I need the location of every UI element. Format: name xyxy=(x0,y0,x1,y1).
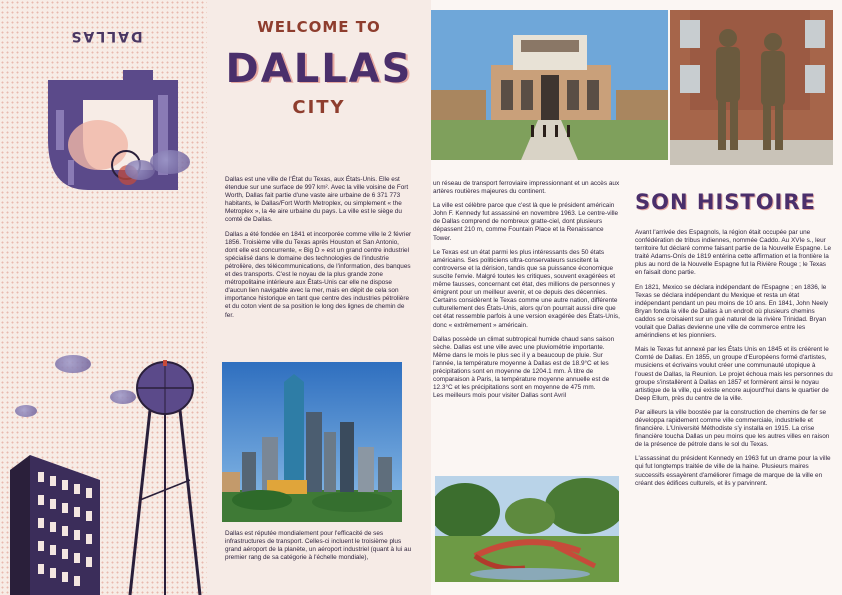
paragraph: Mais le Texas fut annexé par les États Unis en 1845 et ils créèrent le Comté de Dallas. En 1855, un groupe d'Européens formé d'artistes, musiciens et écrivains voulut créer une communauté utopique à l'ouest de Dallas, la Reunion. Le projet échoua mais les personnes du groupe s'installèrent à Dallas en 1857 et formèrent ainsi le noyau artistique de la ville, qui existe encore aujourd'hui dans le quartier de Deep Ellum, près du centre de la ville. xyxy=(635,346,833,402)
paragraph: Dallas est une ville de l'État du Texas, aux États-Unis. Elle est étendue sur une surface de 997 km². Avec la ville voisine de Fort Worth, Dallas fait partie d'une vaste aire urbaine de 6 371 773 habitants, le Dallas/Fort Worth Metroplex, ou simplement « the Metroplex », la 4e aire urbaine du pays. La ville est le siège du comté de Dallas. xyxy=(225,176,409,224)
middle-panel xyxy=(207,0,431,595)
paragraph: La ville est célèbre parce que c'est là que le président américain John F. Kennedy fut assassiné en novembre 1963. Le centre-ville de Dallas comprend de nombreux gratte-ciel, dont plusieurs dépassent 210 m, comme Fountain Place et la Renaissance Tower. xyxy=(433,202,619,242)
skyline-photo xyxy=(222,362,402,522)
paragraph: Les meilleurs mois pour visiter Dallas sont Avril xyxy=(433,392,567,400)
city-title: DALLAS xyxy=(225,46,413,92)
paragraph: Le Texas est un état parmi les plus intéressants des 50 états américains. Ses politiciens ultra-conservateurs suscitent la controverse et la dérision, tandis que sa puissance économique suscite l'envie. Malgré toutes les critiques, souvent exagérées et même fausses, concernant cet état, des millions de personnes y émigrent pour un meilleur avenir, et ce depuis des décennies. Certains considèrent le Texas comme une autre nation, différente culturellement des États-Unis, alors qu'on pourrait aussi dire que cet état ressemble parfois à une version exagérée des États-Unis, donc « extrêmement » américain. xyxy=(433,248,620,329)
paragraph: Dallas possède un climat subtropical humide chaud sans saison sèche. Dallas est une ville avec une pluviométrie importante. Même dans le mois le plus sec il y a beaucoup de pluie. Sur l'année, la température moyenne à Dallas est de 18.9°C et les précipitations sont en moyenne de 1204.1 mm. À titre de comparaison à Paris, la température moyenne annuelle est de 12.3°C et les précipitations sont en moyenne de 475 mm. xyxy=(433,335,615,392)
paragraph: un réseau de transport ferroviaire impressionnant et un accès aux artères routières majeures du continent. xyxy=(433,180,620,196)
paragraph: Avant l'arrivée des Espagnols, la région était occupée par une confédération de tribus indiennes, nommée Caddo. Au XVIe s., leur territoire fut déclaré comme faisant partie de la Nouvelle Espagne. Le traité Adams-Onís de 1819 entérina cette affirmation et la frontière la plus au nord de la Nouvelle Espagne fut la Rivière Rouge ; le Texas en faisait donc partie. xyxy=(635,229,832,277)
history-text-column xyxy=(635,229,833,494)
transport-text-column xyxy=(225,530,413,568)
welcome-heading: WELCOME TO xyxy=(257,18,381,36)
big-letter-d-collage xyxy=(28,70,178,200)
texas-text-column xyxy=(433,180,623,406)
presidents-statues-photo xyxy=(670,10,833,165)
cloud-decoration xyxy=(125,160,155,180)
paragraph: L'assassinat du président Kennedy en 1963 fut un drame pour la ville qui fut longtemps traitée de ville de la haine. Plusieurs maires successifs essayèrent d'améliorer l'image de marque de la ville en créant des édifices culturels, et ils y parvinrent. xyxy=(635,455,831,487)
right-panel xyxy=(431,0,842,595)
paragraph: Dallas a été fondée en 1841 et incorporée comme ville le 2 février 1856. Troisième ville du Texas après Houston et San Antonio, dont elle est concurrente, « Big D » est un grand centre industriel spécialisé dans le domaine des technologies de l'industrie pétrolière, des télécommunications, de l'information, des banques et des transports. C'est le noyau de la plus grande zone métropolitaine intérieure aux États-Unis car elle ne dispose d'aucun lien navigable avec la mer, mais en dépit de cela son importance historique en tant que centre des industries pétrolière et du coton vient de sa position le long des lignes de chemin de fer. xyxy=(225,230,412,319)
history-title: SON HISTOIRE xyxy=(635,190,816,214)
park-sculpture-photo xyxy=(435,476,619,582)
cloud-decoration xyxy=(150,150,190,174)
paragraph: Dallas est réputée mondialement pour l'efficacité de ses infrastructures de transport. Celles-ci incluent le troisième plus grand aéroport de la planète, un aéroport industriel (quant à lui au premier rang de sa catégorie à l'échelle mondiale), xyxy=(225,530,412,562)
paragraph: En 1821, Mexico se déclara indépendant de l'Espagne ; en 1836, le Texas se déclara indépendant du Mexique et resta un état indépendant pendant un peu moins de 10 ans. En 1841, John Neely Bryan fonda la ville de Dallas à un endroit où plusieurs chemins caddos se croisaient sur un gué naturel de la rivière Trinidad. Bryan voulait que Dallas devienne une ville de commerce entre les amérindiens et les pionniers. xyxy=(635,283,828,340)
left-collage-panel xyxy=(0,0,207,595)
intro-text-column xyxy=(225,176,413,326)
paragraph: Par ailleurs la ville boostée par la construction de chemins de fer se développa rapidement comme ville commerciale, industrielle et financière. L'Université Méthodiste s'y installa en 1915. La crise financière toucha Dallas un peu moins que les autres villes en raison de la présence de pétrole dans le sol du Texas. xyxy=(635,408,830,449)
water-tower-and-building-collage xyxy=(10,360,207,595)
vertical-dallas-title: DALLAS xyxy=(69,28,143,44)
library-building-photo xyxy=(431,10,668,160)
city-subtitle: CITY xyxy=(292,97,346,118)
